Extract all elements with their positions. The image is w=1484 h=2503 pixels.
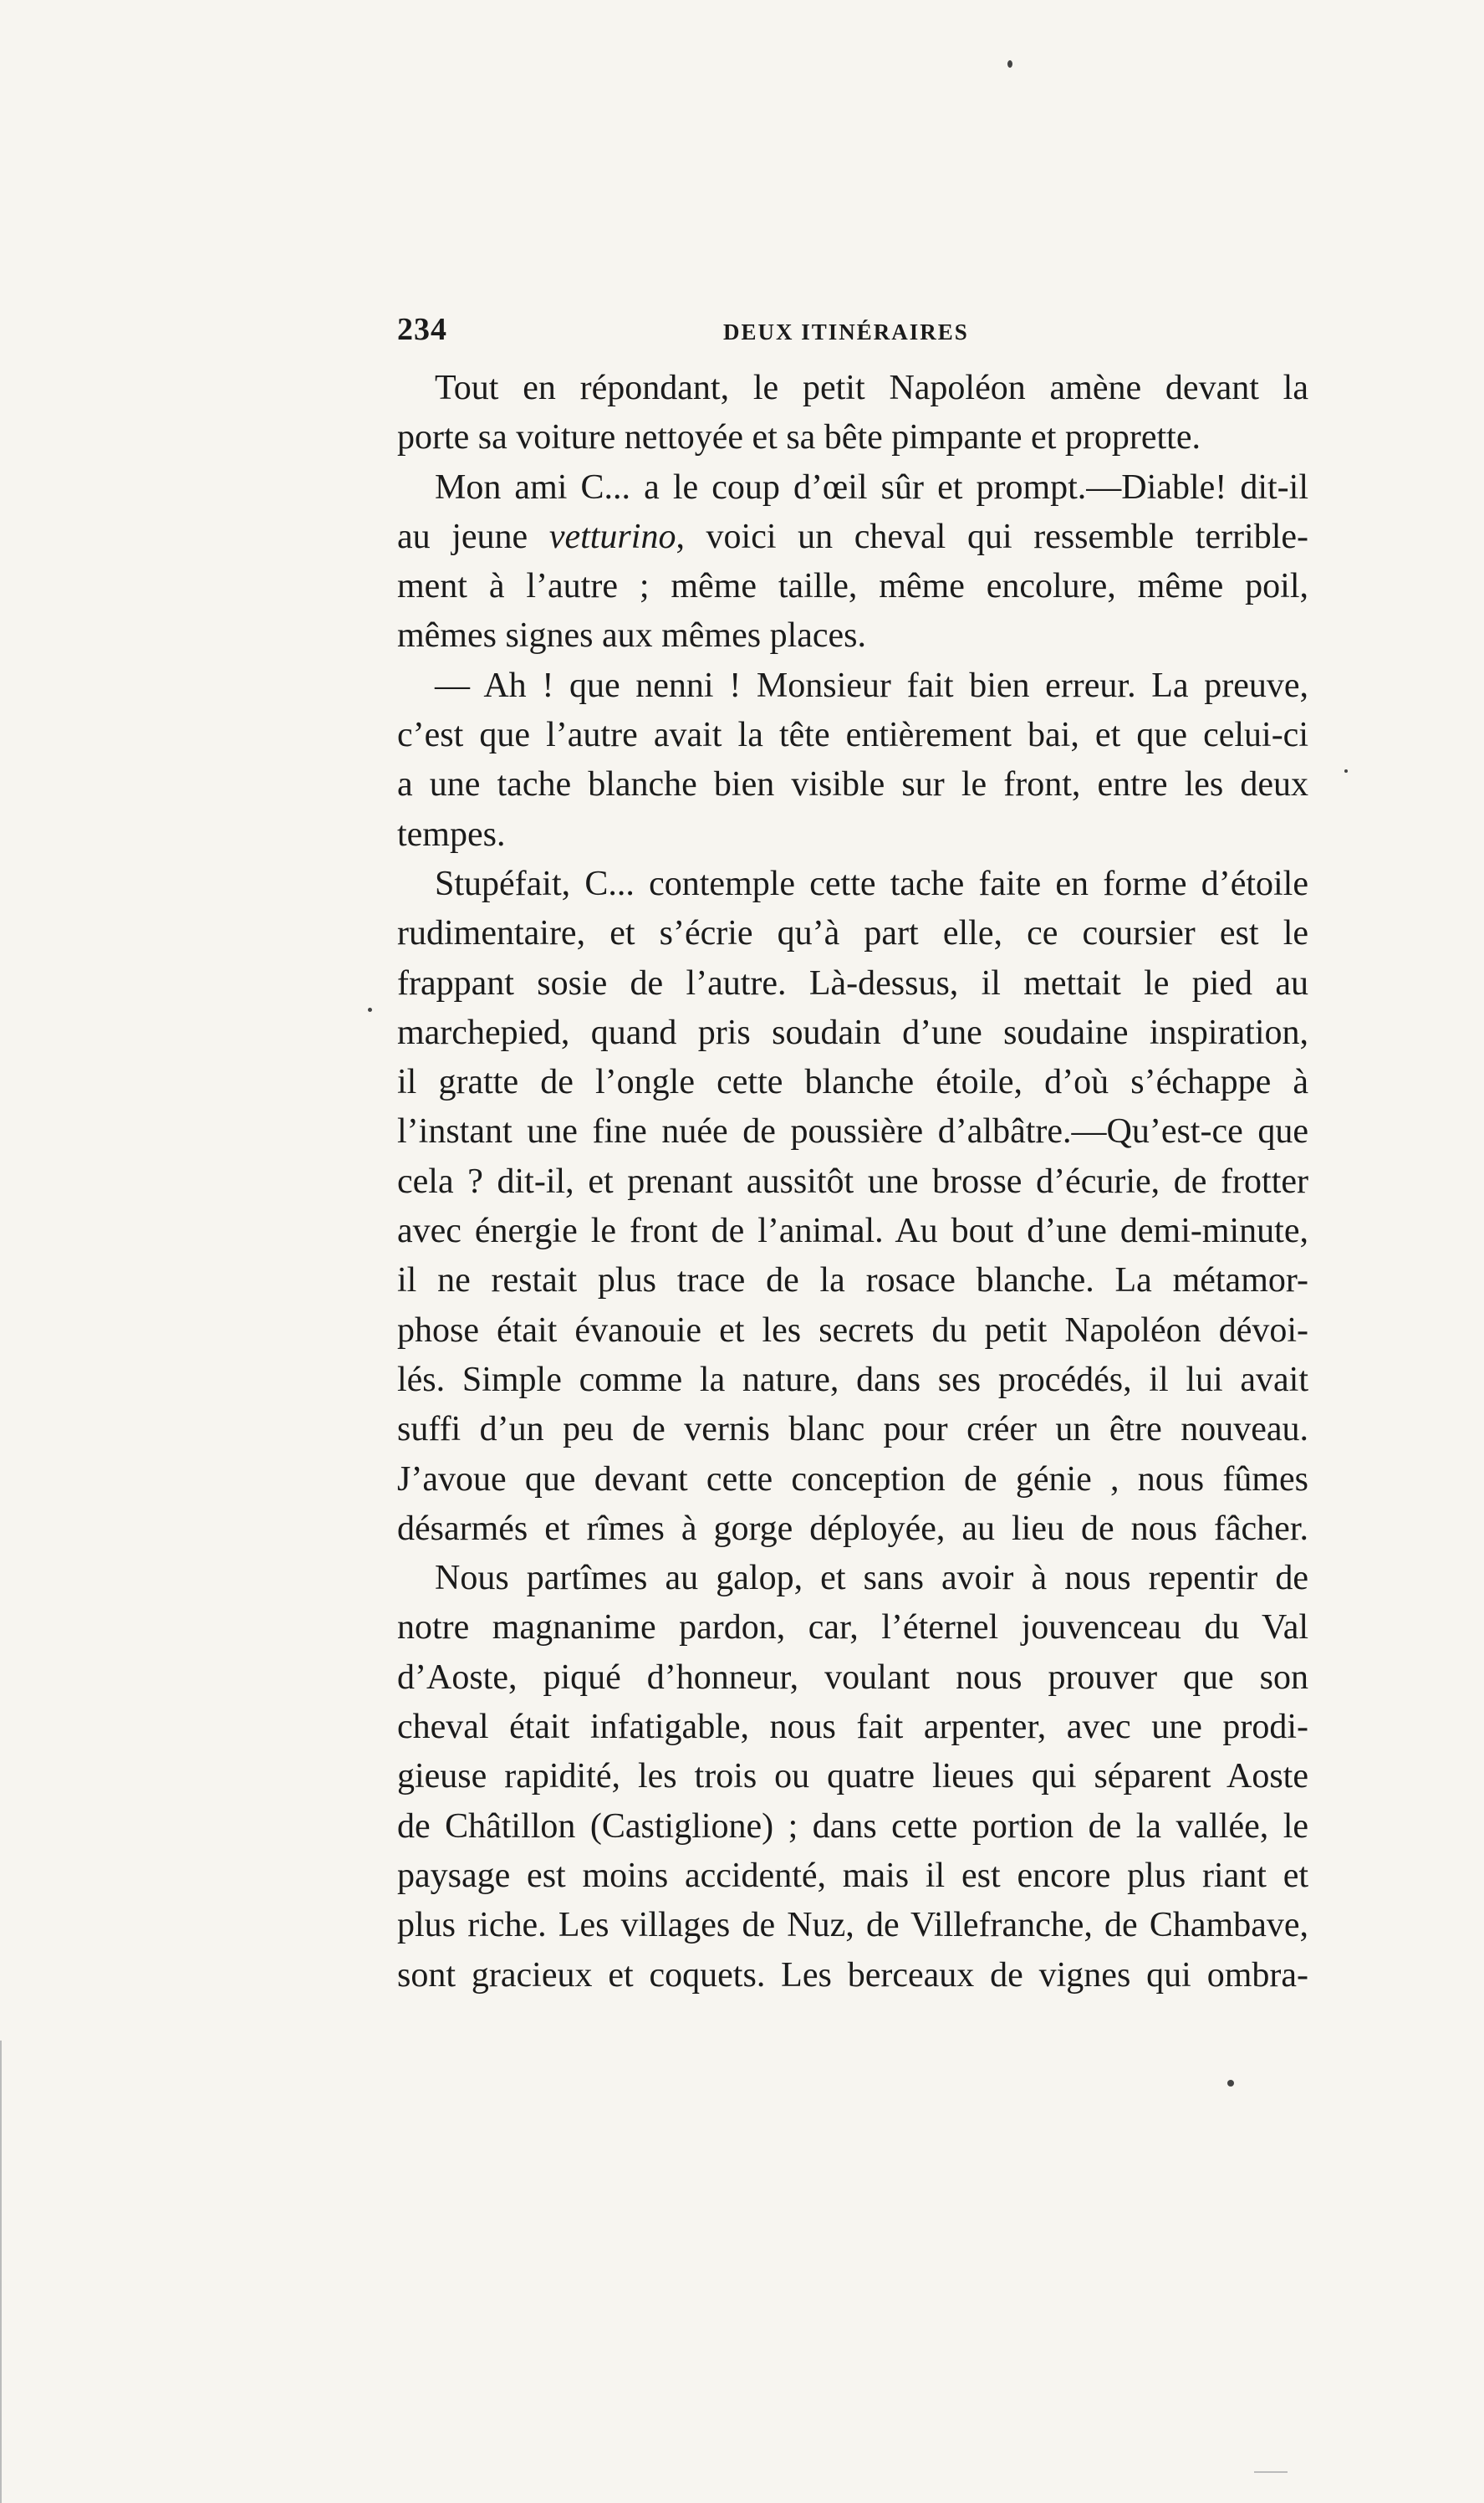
- scan-speck: [1007, 60, 1012, 68]
- text-line: tempes.: [397, 815, 506, 854]
- scan-speck: [368, 1008, 372, 1012]
- text-line: ment à l’autre ; même taille, même encolure, même poil,: [397, 567, 1308, 606]
- text-line: rudimentaire, et s’écrie qu’à part elle, ce coursier est le: [397, 914, 1308, 953]
- text-line: Mon ami C... a le coup d’œil sûr et prompt.—Diable! dit-il: [435, 467, 1308, 507]
- scan-edge-line: [0, 2041, 2, 2503]
- scan-speck: [1344, 769, 1348, 773]
- scan-edge-line: [1254, 2471, 1288, 2473]
- body-text: [397, 364, 1308, 2000]
- text-line: a une tache blanche bien visible sur le front, entre les deux: [397, 765, 1308, 805]
- text-line: marchepied, quand pris soudain d’une soudaine inspiration,: [397, 1013, 1308, 1052]
- scan-speck: [1227, 2080, 1234, 2087]
- text-line: J’avoue que devant cette conception de génie , nous fûmes: [397, 1459, 1308, 1499]
- text-line: [397, 513, 1308, 562]
- text-line: — Ah ! que nenni ! Monsieur fait bien erreur. La preuve,: [435, 666, 1308, 705]
- text-line: frappant sosie de l’autre. Là-dessus, il mettait le pied au: [397, 963, 1308, 1003]
- text-line: gieuse rapidité, les trois ou quatre lieues qui séparent Aoste: [397, 1757, 1308, 1796]
- text-line: lés. Simple comme la nature, dans ses procédés, il lui avait: [397, 1360, 1308, 1399]
- text-line: l’instant une fine nuée de poussière d’albâtre.—Qu’est-ce que: [397, 1112, 1308, 1152]
- text-line: suffi d’un peu de vernis blanc pour créer un être nouveau.: [397, 1410, 1308, 1449]
- text-line: d’Aoste, piqué d’honneur, voulant nous prouver que son: [397, 1658, 1308, 1697]
- page-header: [397, 311, 1308, 358]
- text-line: avec énergie le front de l’animal. Au bout d’une demi-minute,: [397, 1212, 1308, 1251]
- text-line: il gratte de l’ongle cette blanche étoile, d’où s’échappe à: [397, 1063, 1308, 1102]
- text-line: Tout en répondant, le petit Napoléon amène devant la: [435, 369, 1308, 407]
- text-line: de Châtillon (Castiglione) ; dans cette portion de la vallée, le: [397, 1806, 1308, 1846]
- text-line: paysage est moins accidenté, mais il est encore plus riant et: [397, 1856, 1308, 1895]
- italic-word: vetturino: [548, 517, 676, 556]
- text-line: porte sa voiture nettoyée et sa bête pimpante et proprette.: [397, 418, 1201, 457]
- text-line: cheval était infatigable, nous fait arpenter, avec une prodi-: [397, 1708, 1308, 1747]
- text-segment: , voici un cheval qui ressemble terrible-: [676, 517, 1309, 556]
- running-title: DEUX ITINÉRAIRES: [723, 319, 969, 345]
- text-line: phose était évanouie et les secrets du petit Napoléon dévoi-: [397, 1310, 1308, 1350]
- text-segment: au jeune: [397, 517, 549, 556]
- text-line: Stupéfait, C... contemple cette tache faite en forme d’étoile: [435, 864, 1308, 903]
- text-line: sont gracieux et coquets. Les berceaux de vignes qui ombra-: [397, 1955, 1308, 1995]
- text-line: Nous partîmes au galop, et sans avoir à nous repentir de: [435, 1559, 1308, 1598]
- text-line: plus riche. Les villages de Nuz, de Villefranche, de Chambave,: [397, 1906, 1308, 1945]
- text-line: cela ? dit-il, et prenant aussitôt une brosse d’écurie, de frotter: [397, 1162, 1308, 1201]
- page-number: 234: [397, 312, 447, 347]
- text-line: notre magnanime pardon, car, l’éternel jouvenceau du Val: [397, 1608, 1308, 1647]
- text-line: c’est que l’autre avait la tête entièrement bai, et que celui-ci: [397, 716, 1308, 755]
- text-line: il ne restait plus trace de la rosace blanche. La métamor-: [397, 1261, 1308, 1300]
- text-line: mêmes signes aux mêmes places.: [397, 616, 867, 656]
- text-line: désarmés et rîmes à gorge déployée, au lieu de nous fâcher.: [397, 1509, 1308, 1548]
